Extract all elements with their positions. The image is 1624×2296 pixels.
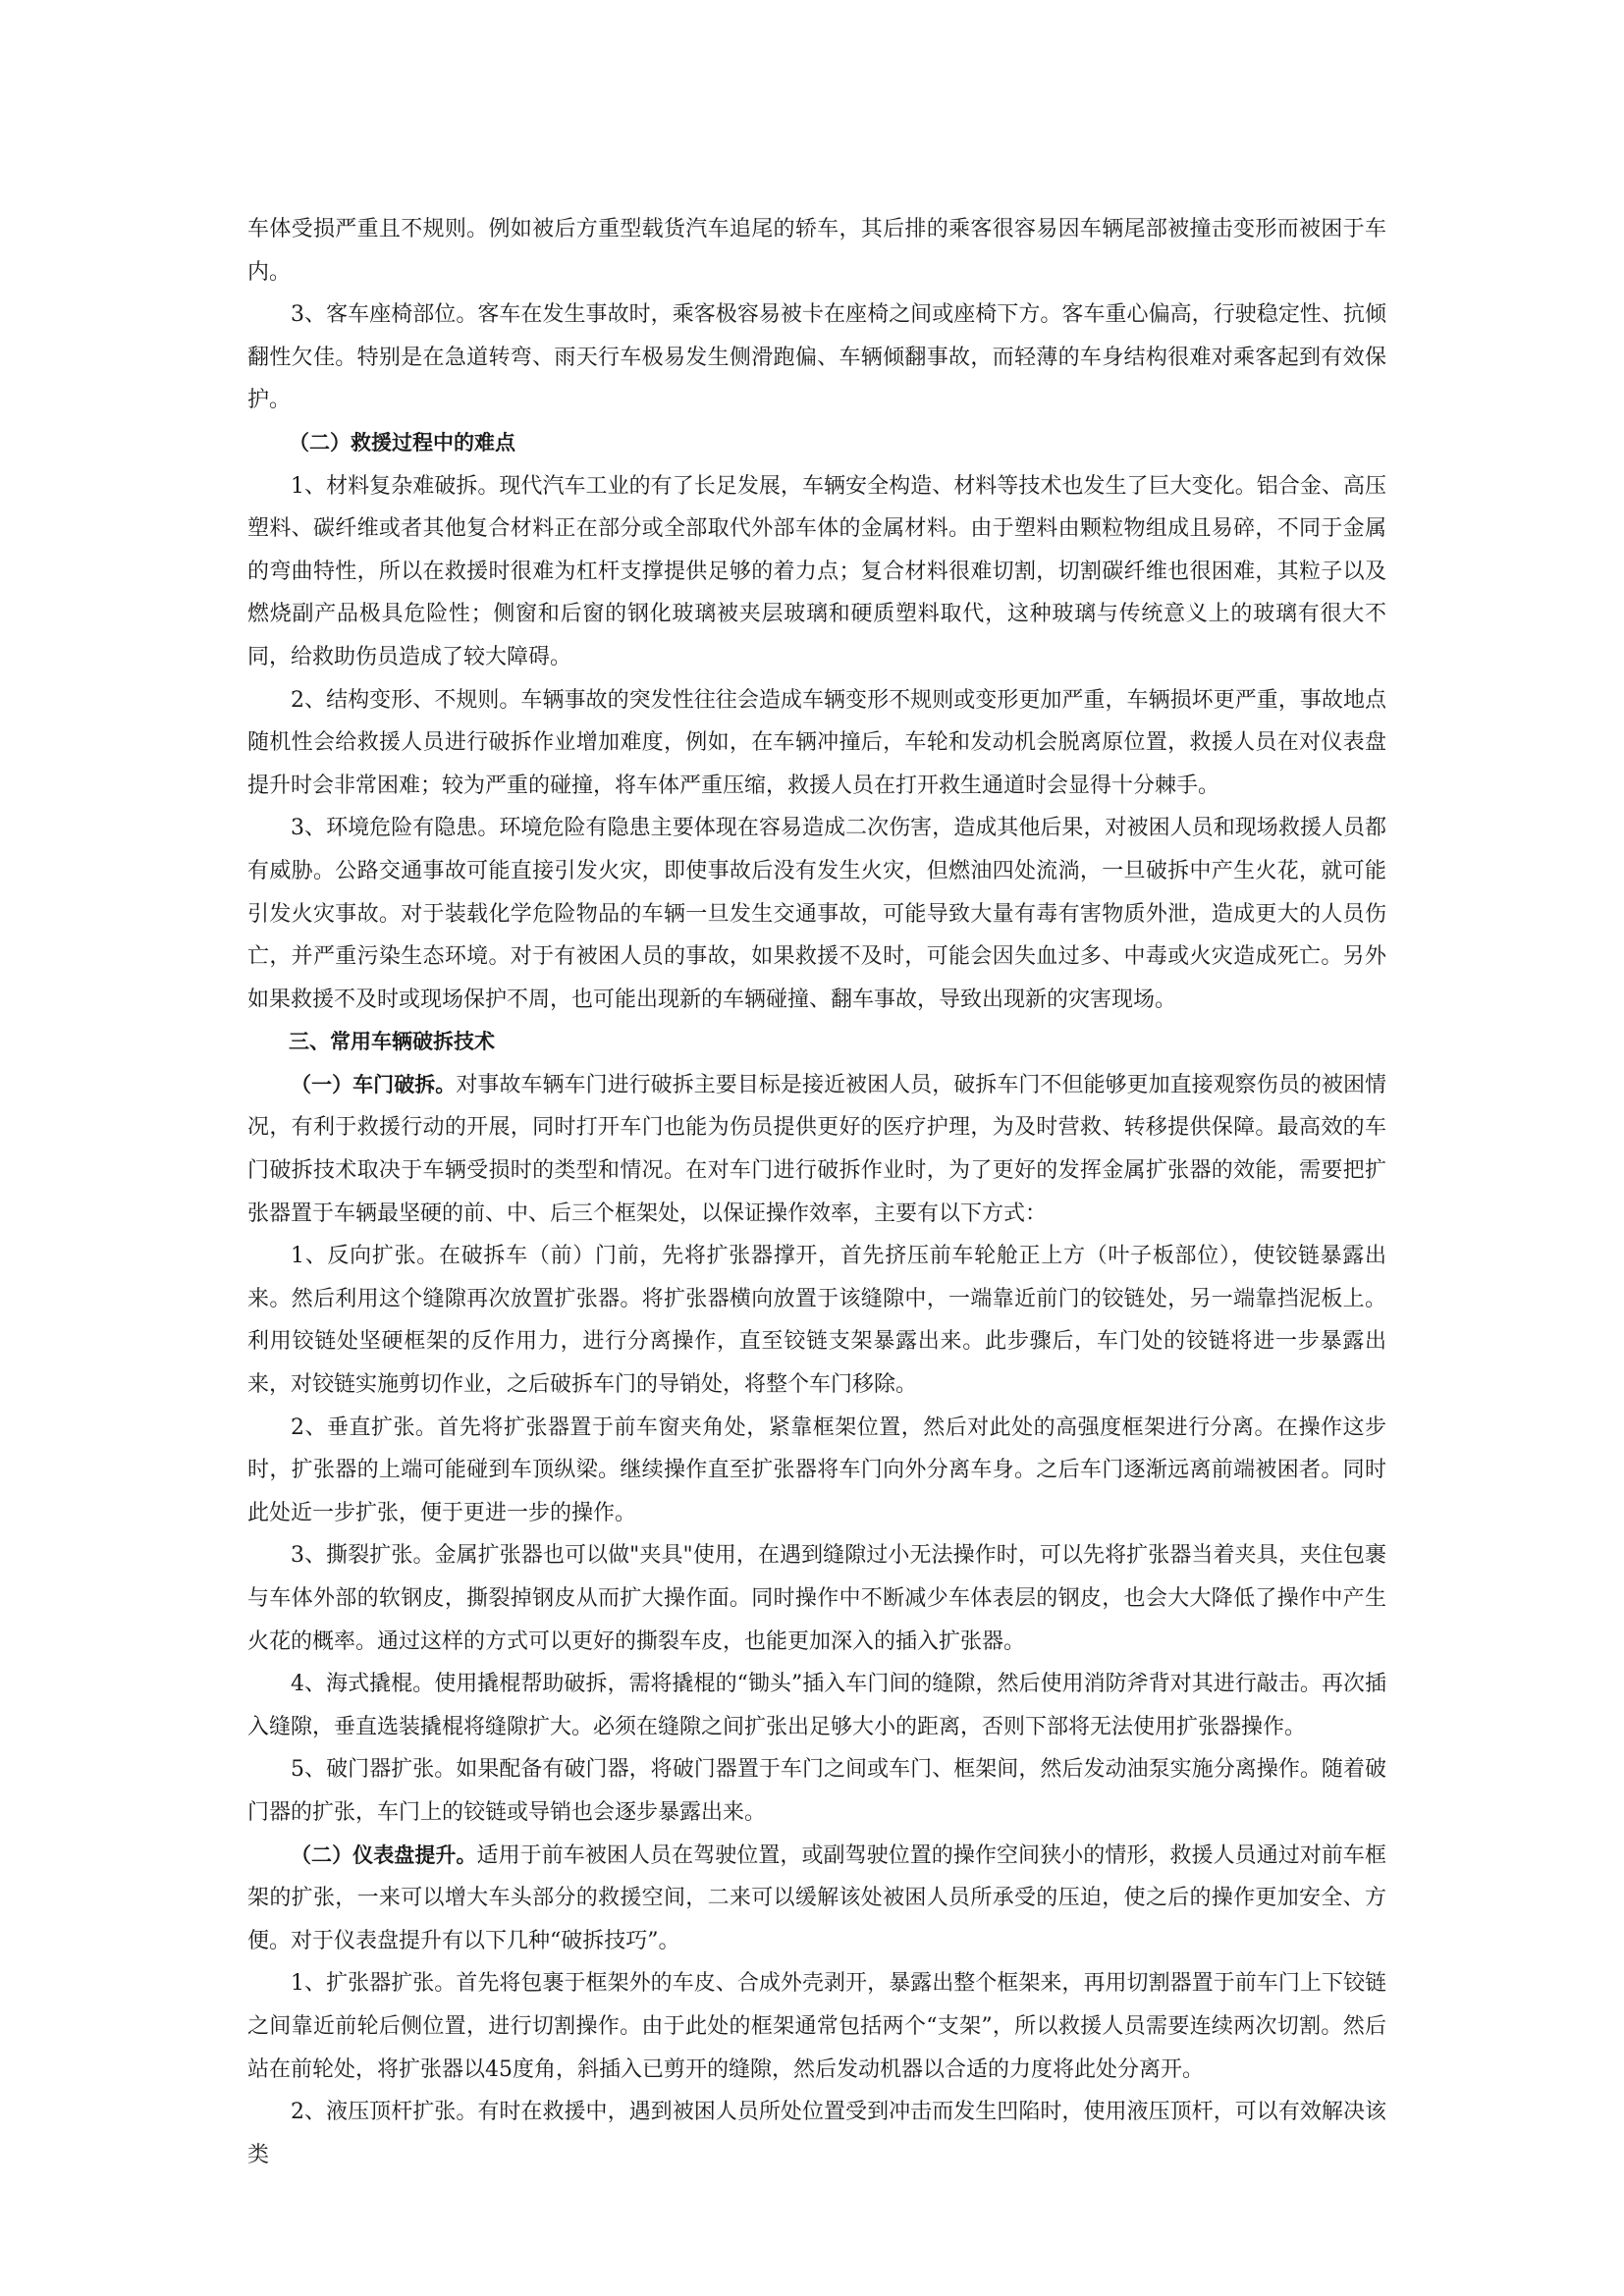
paragraph-spreader: 1、扩张器扩张。首先将包裹于框架外的车皮、合成外壳剥开，暴露出整个框架来，再用切割器置于前车门上下铰链之间靠近前轮后侧位置，进行切割操作。由于此处的框架通常包括两个“支架”，所以救援人员需要连续两次切割。然后站在前轮处，将扩张器以45度角，斜插入已剪开的缝隙，然后发动机器以合适的力度将此处分离开。: [247, 1971, 1386, 2082]
text-door-breaking: 对事故车辆车门进行破拆主要目标是接近被困人员，破拆车门不但能够更加直接观察伤员的被困情况，有利于救援行动的开展，同时打开车门也能为伤员提供更好的医疗护理，为及时营救、转移提供保障。最高效的车门破拆技术取决于车辆受损时的类型和情况。在对车门进行破拆作业时，为了更好的发挥金属扩张器的效能，需要把扩张器置于车辆最坚硬的前、中、后三个框架处，以保证操作效率，主要有以下方式：: [247, 1072, 1386, 1226]
paragraph-bus-seats: 3、客车座椅部位。客车在发生事故时，乘客极容易被卡在座椅之间或座椅下方。客车重心偏高，行驶稳定性、抗倾翻性欠佳。特别是在急道转弯、雨天行车极易发生侧滑跑偏、车辆倾翻事故，而轻薄的车身结构很难对乘客起到有效保护。: [247, 302, 1386, 413]
lead-door-breaking: （一）车门破拆。: [291, 1072, 457, 1096]
paragraph-continued: 车体受损严重且不规则。例如被后方重型载货汽车追尾的轿车，其后排的乘客很容易因车辆尾部被撞击变形而被困于车内。: [247, 217, 1386, 285]
paragraph-halligan-bar: 4、海式撬棍。使用撬棍帮助破拆，需将撬棍的“锄头”插入车门间的缝隙，然后使用消防斧背对其进行敲击。再次插入缝隙，垂直选装撬棍将缝隙扩大。必须在缝隙之间扩张出足够大小的距离，否则下部将无法使用扩张器操作。: [247, 1672, 1386, 1739]
paragraph-hazards: 3、环境危险有隐患。环境危险有隐患主要体现在容易造成二次伤害，造成其他后果，对被困人员和现场救援人员都有威胁。公路交通事故可能直接引发火灾，即使事故后没有发生火灾，但燃油四处流淌，一旦破拆中产生火花，就可能引发火灾事故。对于装载化学危险物品的车辆一旦发生交通事故，可能导致大量有毒有害物质外泄，造成更大的人员伤亡，并严重污染生态环境。对于有被困人员的事故，如果救援不及时，可能会因失血过多、中毒或火灾造成死亡。另外如果救援不及时或现场保护不周，也可能出现新的车辆碰撞、翻车事故，导致出现新的灾害现场。: [247, 816, 1386, 1012]
paragraph-materials: 1、材料复杂难破拆。现代汽车工业的有了长足发展，车辆安全构造、材料等技术也发生了巨大变化。铝合金、高压塑料、碳纤维或者其他复合材料正在部分或全部取代外部车体的金属材料。由于塑料由颗粒物组成且易碎，不同于金属的弯曲特性，所以在救援时很难为杠杆支撑提供足够的着力点；复合材料很难切割，切割碳纤维也很困难，其粒子以及燃烧副产品极具危险性；侧窗和后窗的钢化玻璃被夹层玻璃和硬质塑料取代，这种玻璃与传统意义上的玻璃有很大不同，给救助伤员造成了较大障碍。: [247, 473, 1386, 669]
paragraph-reverse-spread: 1、反向扩张。在破拆车（前）门前，先将扩张器撑开，首先挤压前车轮舱正上方（叶子板部位），使铰链暴露出来。然后利用这个缝隙再次放置扩张器。将扩张器横向放置于该缝隙中，一端靠近前门的铰链处，另一端靠挡泥板上。利用铰链处坚硬框架的反作用力，进行分离操作，直至铰链支架暴露出来。此步骤后，车门处的铰链将进一步暴露出来，对铰链实施剪切作业，之后破拆车门的导销处，将整个车门移除。: [247, 1244, 1386, 1398]
paragraph-door-opener: 5、破门器扩张。如果配备有破门器，将破门器置于车门之间或车门、框架间，然后发动油泵实施分离操作。随着破门器的扩张，车门上的铰链或导销也会逐步暴露出来。: [247, 1757, 1386, 1825]
paragraph-tear-spread: 3、撕裂扩张。金属扩张器也可以做"夹具"使用，在遇到缝隙过小无法操作时，可以先将扩张器当着夹具，夹住包裹与车体外部的软钢皮，撕裂掉钢皮从而扩大操作面。同时操作中不断减少车体表层的钢皮，也会大大降低了操作中产生火花的概率。通过这样的方式可以更好的撕裂车皮，也能更加深入的插入扩张器。: [247, 1543, 1386, 1654]
paragraph-dashboard-lift: [247, 1835, 1386, 1963]
section-heading-techniques: 三、常用车辆破拆技术: [289, 1030, 495, 1054]
lead-dashboard-lift: （二）仪表盘提升。: [291, 1842, 477, 1867]
paragraph-hydraulic-ram: 2、液压顶杆扩张。有时在救援中，遇到被困人员所处位置受到冲击而发生凹陷时，使用液压顶杆，可以有效解决该类: [247, 2100, 1386, 2167]
paragraph-door-breaking: [247, 1064, 1386, 1235]
paragraph-vertical-spread: 2、垂直扩张。首先将扩张器置于前车窗夹角处，紧靠框架位置，然后对此处的高强度框架进行分离。在操作这步时，扩张器的上端可能碰到车顶纵梁。继续操作直至扩张器将车门向外分离车身。之后车门逐渐远离前端被困者。同时此处近一步扩张，便于更进一步的操作。: [247, 1415, 1386, 1525]
paragraph-deformation: 2、结构变形、不规则。车辆事故的突发性往往会造成车辆变形不规则或变形更加严重，车辆损坏更严重，事故地点随机性会给救援人员进行破拆作业增加难度，例如，在车辆冲撞后，车轮和发动机会脱离原位置，救援人员在对仪表盘提升时会非常困难；较为严重的碰撞，将车体严重压缩，救援人员在打开救生通道时会显得十分棘手。: [247, 687, 1386, 798]
text-dashboard-lift: 适用于前车被困人员在驾驶位置，或副驾驶位置的操作空间狭小的情形，救援人员通过对前车框架的扩张，一来可以增大车头部分的救援空间，二来可以缓解该处被困人员所承受的压迫，使之后的操作更加安全、方便。对于仪表盘提升有以下几种“破拆技巧”。: [247, 1842, 1386, 1953]
document-page: [247, 208, 1386, 2176]
section-heading-difficulties: （二）救援过程中的难点: [289, 430, 515, 454]
